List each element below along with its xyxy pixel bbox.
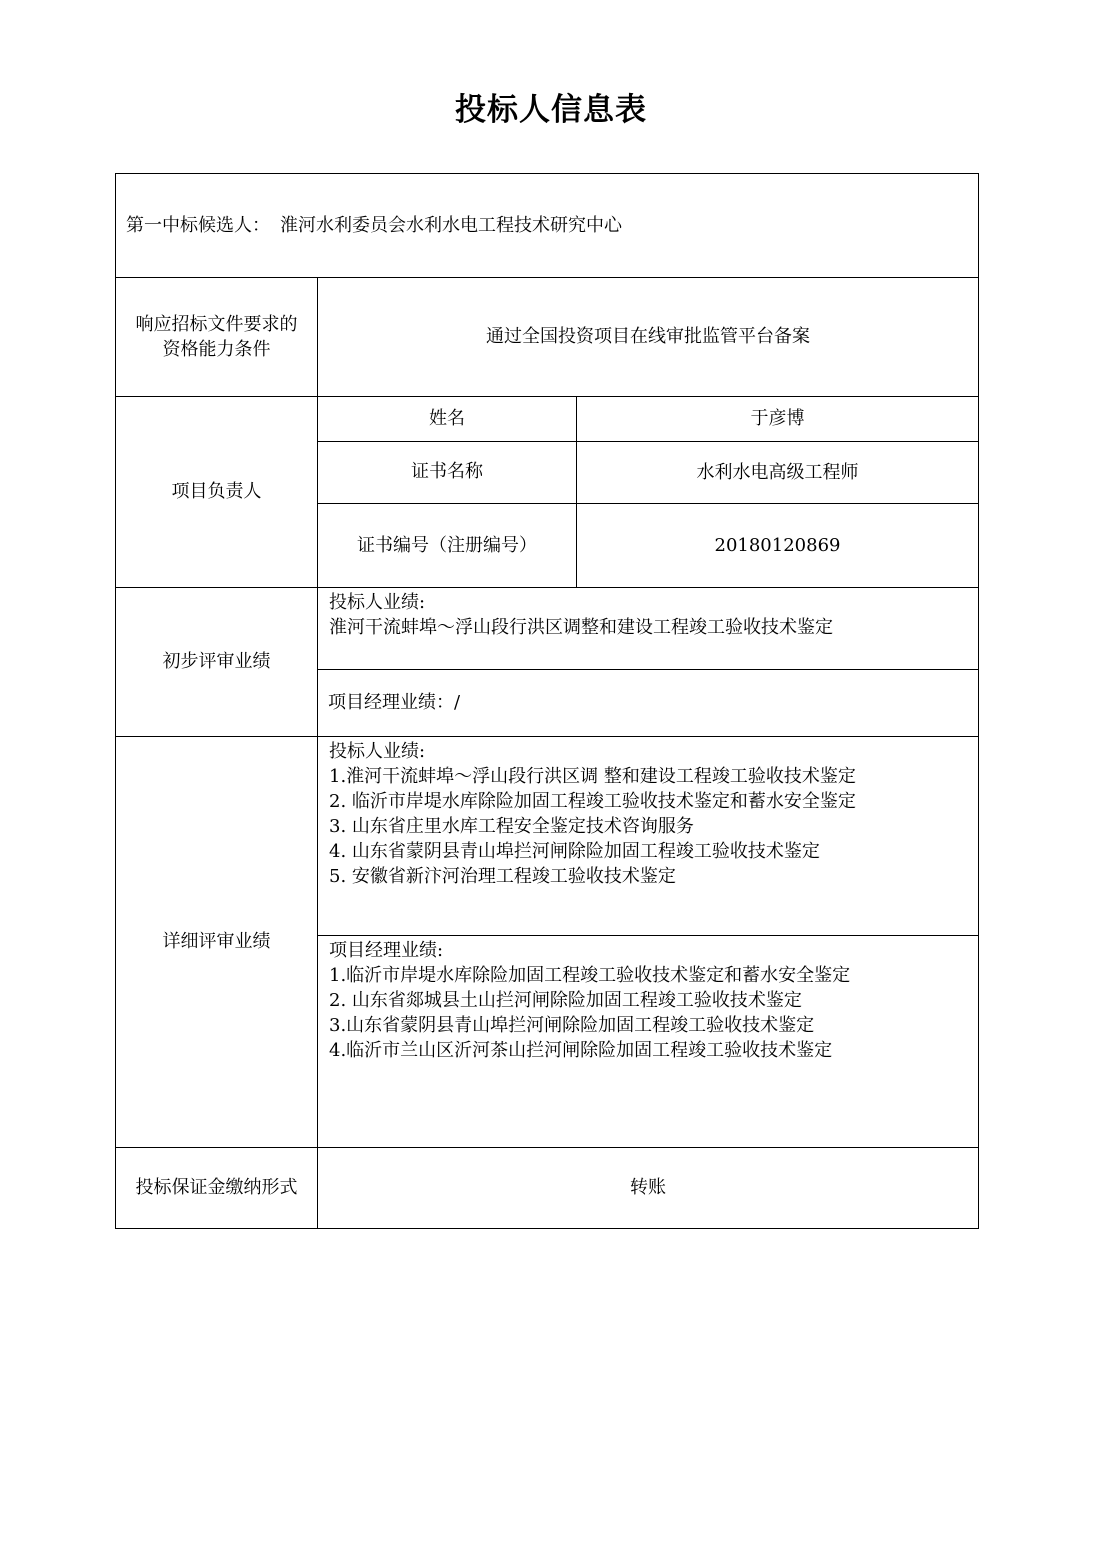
- name-label: 姓名: [429, 408, 465, 429]
- preliminary-bidder-block: [318, 587, 978, 669]
- preliminary-bidder-heading: 投标人业绩:: [329, 592, 426, 613]
- detailed-manager-heading: 项目经理业绩:: [329, 940, 444, 961]
- list-item: 4. 山东省蒙阴县青山埠拦河闸除险加固工程竣工验收技术鉴定: [329, 841, 820, 862]
- bidder-info-table: [115, 173, 979, 1229]
- cert-value: 水利水电高级工程师: [696, 461, 859, 483]
- deposit-label: 投标保证金缴纳形式: [135, 1177, 298, 1198]
- detailed-bidder-block: [318, 736, 978, 935]
- preliminary-manager-text: 项目经理业绩：/: [328, 692, 461, 713]
- candidate-name: 淮河水利委员会水利水电工程技术研究中心: [280, 215, 622, 236]
- detailed-bidder-heading: 投标人业绩:: [329, 741, 426, 762]
- page-title: 投标人信息表: [455, 92, 647, 128]
- list-item: 5. 安徽省新汴河治理工程竣工验收技术鉴定: [329, 866, 676, 887]
- list-item: 4.临沂市兰山区沂河茶山拦河闸除险加固工程竣工验收技术鉴定: [329, 1040, 833, 1061]
- list-item: 2. 山东省郯城县土山拦河闸除险加固工程竣工验收技术鉴定: [329, 990, 802, 1011]
- list-item: 1.淮河干流蚌埠～浮山段行洪区调 整和建设工程竣工验收技术鉴定: [329, 766, 856, 787]
- name-value: 于彦博: [750, 408, 805, 429]
- list-item: 3.山东省蒙阴县青山埠拦河闸除险加固工程竣工验收技术鉴定: [329, 1015, 815, 1036]
- preliminary-label: 初步评审业绩: [162, 651, 271, 672]
- qualification-label-line2: 资格能力条件: [162, 338, 271, 360]
- qualification-label-line1: 响应招标文件要求的: [135, 313, 298, 335]
- list-item: 淮河干流蚌埠～浮山段行洪区调整和建设工程竣工验收技术鉴定: [329, 617, 833, 638]
- detailed-manager-block: [318, 935, 978, 1147]
- list-item: 2. 临沂市岸堤水库除险加固工程竣工验收技术鉴定和蓄水安全鉴定: [329, 791, 856, 812]
- deposit-value: 转账: [630, 1177, 666, 1198]
- cert-no-label: 证书编号（注册编号）: [357, 534, 537, 556]
- qualification-value: 通过全国投资项目在线审批监管平台备案: [486, 326, 810, 347]
- cert-no-value: 20180120869: [714, 534, 841, 556]
- cert-label: 证书名称: [411, 461, 483, 482]
- qualification-label: [116, 277, 317, 396]
- list-item: 3. 山东省庄里水库工程安全鉴定技术咨询服务: [329, 816, 694, 837]
- candidate-label: 第一中标候选人：: [126, 215, 270, 236]
- project-leader-label: 项目负责人: [171, 481, 262, 502]
- candidate-row: [116, 174, 978, 277]
- list-item: 1.临沂市岸堤水库除险加固工程竣工验收技术鉴定和蓄水安全鉴定: [329, 965, 851, 986]
- detailed-label: 详细评审业绩: [162, 931, 271, 952]
